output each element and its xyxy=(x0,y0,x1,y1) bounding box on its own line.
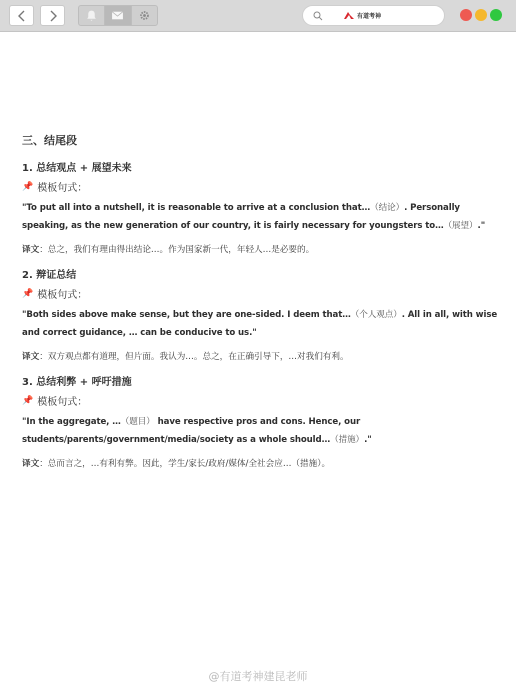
block-pros-cons-measures xyxy=(22,373,500,471)
back-button[interactable] xyxy=(9,5,34,26)
translation: 译文：总而言之，…有利有弊。因此，学生/家长/政府/媒体/全社会应…（措施）。 xyxy=(22,459,331,469)
chevron-right-icon xyxy=(47,10,59,22)
template-sentence: "To put all into a nutshell, it is reasonable to arrive at a conclusion that…（结论）. Personally speaking, as the new generation of our country, it is fairly necessary for youngsters to…（展望）." xyxy=(22,203,486,231)
template-label: 📌 模板句式： xyxy=(22,288,88,301)
translation: 译文：总之，我们有理由得出结论…。作为国家新一代，年轻人…是必要的。 xyxy=(22,245,315,255)
forward-button[interactable] xyxy=(40,5,65,26)
address-bar[interactable] xyxy=(302,5,445,26)
minimize-window-button[interactable] xyxy=(475,9,487,21)
section-title: 三、结尾段 xyxy=(22,134,77,147)
browser-toolbar xyxy=(0,0,516,32)
translation: 译文：双方观点都有道理，但片面。我认为…。总之，在正确引导下，…对我们有利。 xyxy=(22,352,349,362)
template-sentence: "In the aggregate, …（题目） have respective pros and cons. Hence, our students/parents/government/media/society as a whole should…（措施）." xyxy=(22,417,372,445)
template-label: 📌 模板句式： xyxy=(22,395,88,408)
block-dialectical-summary xyxy=(22,266,500,364)
youdao-logo-icon xyxy=(343,11,355,20)
template-label: 📌 模板句式： xyxy=(22,181,88,194)
maximize-window-button[interactable] xyxy=(490,9,502,21)
document-content xyxy=(22,132,500,480)
block-title: 1. 总结观点 + 展望未来 xyxy=(22,163,132,174)
pushpin-icon: 📌 xyxy=(22,181,34,192)
block-title: 2. 辩证总结 xyxy=(22,270,77,281)
notifications-button[interactable] xyxy=(79,6,105,25)
block-title: 3. 总结利弊 + 呼吁措施 xyxy=(22,377,132,388)
pushpin-icon: 📌 xyxy=(22,395,34,406)
block-summary-outlook xyxy=(22,159,500,257)
bell-icon xyxy=(85,9,98,22)
template-sentence: "Both sides above make sense, but they are one-sided. I deem that…（个人观点）. All in all, with wise and correct guidance, … can be conducive to us." xyxy=(22,310,498,338)
pushpin-icon: 📌 xyxy=(22,288,34,299)
close-window-button[interactable] xyxy=(460,9,472,21)
mail-icon xyxy=(111,9,124,22)
toolbar-button-group xyxy=(78,5,158,26)
watermark: @有道考神建昆老师 xyxy=(208,670,308,683)
mail-button[interactable] xyxy=(105,6,131,25)
settings-button[interactable] xyxy=(132,6,157,25)
search-icon xyxy=(313,11,323,21)
gear-icon xyxy=(138,9,151,22)
address-brand-text: 有道考神 xyxy=(357,13,382,20)
chevron-left-icon xyxy=(16,10,28,22)
